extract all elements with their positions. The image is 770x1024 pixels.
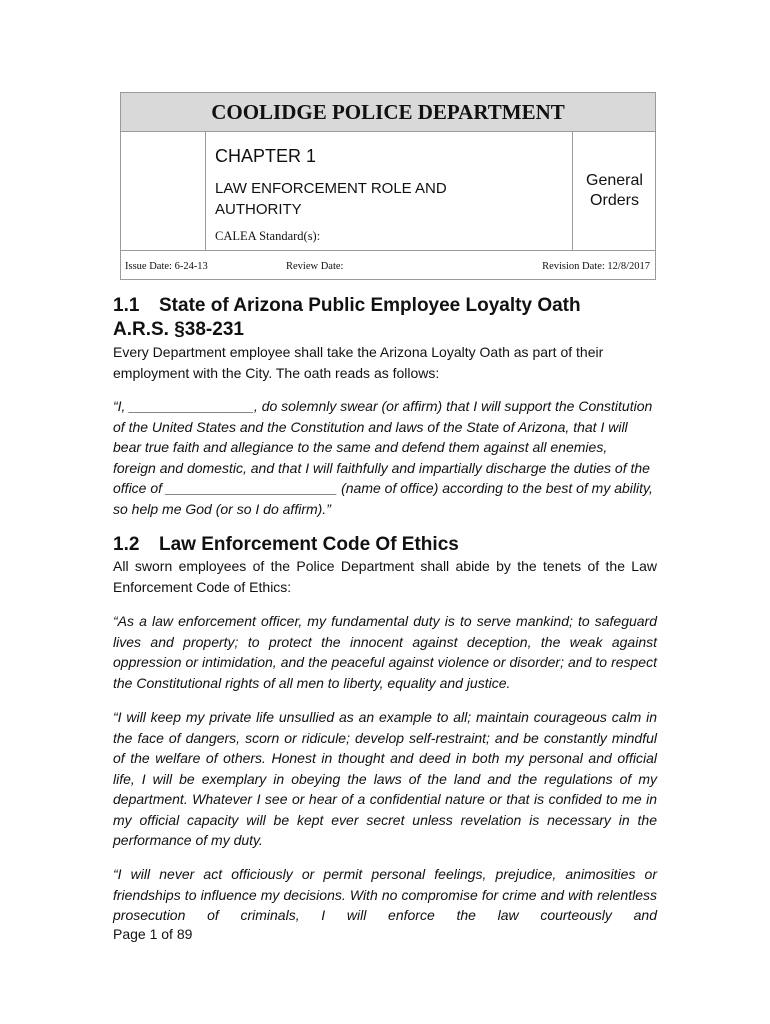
revision-date: Revision Date: 12/8/2017 <box>542 261 650 272</box>
section-1-1-title: State of Arizona Public Employee Loyalty Oath <box>159 295 581 316</box>
issue-date: Issue Date: 6-24-13 <box>125 261 208 272</box>
page-number: Page 1 of 89 <box>113 926 193 942</box>
section-1-1-intro: Every Department employee shall take the Arizona Loyalty Oath as part of their employment with the City. The oath reads as follows: <box>113 344 604 381</box>
document-type-line-1: General <box>586 172 643 189</box>
section-1-2-title: Law Enforcement Code Of Ethics <box>159 534 459 555</box>
loyalty-oath-text: “I, ________________, do solemnly swear (or affirm) that I will support the Constitution of the United States and the Constitution and laws of the State of Arizona, that I will bear true faith and allegiance to the same and defend them against all enemies, foreign and domestic, and that I will faithfully and impartially discharge the duties of the office of ______________________ (name of office) according to the best of my ability, so help me God (or so I do affirm).” <box>113 398 653 517</box>
section-1-1-citation: A.R.S. §38-231 <box>113 319 244 340</box>
section-1-1-number: 1.1 <box>113 295 140 316</box>
ethics-paragraph-3: “I will never act officiously or permit personal feelings, prejudice, animosities or friendships to influence my decisions. With no compromise for crime and with relentless prosecution of criminals, I will enforce the law courteously and <box>113 866 657 923</box>
section-1-2-heading <box>113 533 459 557</box>
chapter-title: LAW ENFORCEMENT ROLE AND AUTHORITY <box>215 180 447 218</box>
ethics-paragraph-1: “As a law enforcement officer, my fundamental duty is to serve mankind; to safeguard lives and property; to protect the innocent against deception, the weak against oppression or intimidation, and the peaceful against violence or disorder; and to respect the Constitutional rights of all men to liberty, equality and justice. <box>113 613 657 691</box>
section-1-2-intro: All sworn employees of the Police Department shall abide by the tenets of the Law Enforcement Code of Ethics: <box>113 558 657 595</box>
document-header-table <box>120 92 656 280</box>
review-date: Review Date: <box>286 261 344 272</box>
header-left-cell <box>121 132 206 250</box>
dates-row <box>121 250 655 280</box>
ethics-paragraph-2: “I will keep my private life unsullied as an example to all; maintain courageous calm in the face of dangers, scorn or ridicule; develop self-restraint; and be constantly mindful of the welfare of others. Honest in thought and deed in both my personal and official life, I will be exemplary in obeying the laws of the land and the regulations of my department. Whatever I see or hear of a confidential nature or that is confided to me in my official capacity will be kept ever secret unless revelation is necessary in the performance of my duty. <box>113 709 657 848</box>
section-1-2-number: 1.2 <box>113 534 140 555</box>
document-type-line-2: Orders <box>590 192 639 209</box>
document-type-cell <box>572 132 656 250</box>
calea-standards: CALEA Standard(s): <box>215 229 321 243</box>
chapter-label: CHAPTER 1 <box>215 146 317 166</box>
department-title: COOLIDGE POLICE DEPARTMENT <box>121 93 655 132</box>
section-1-1-heading <box>113 294 581 318</box>
